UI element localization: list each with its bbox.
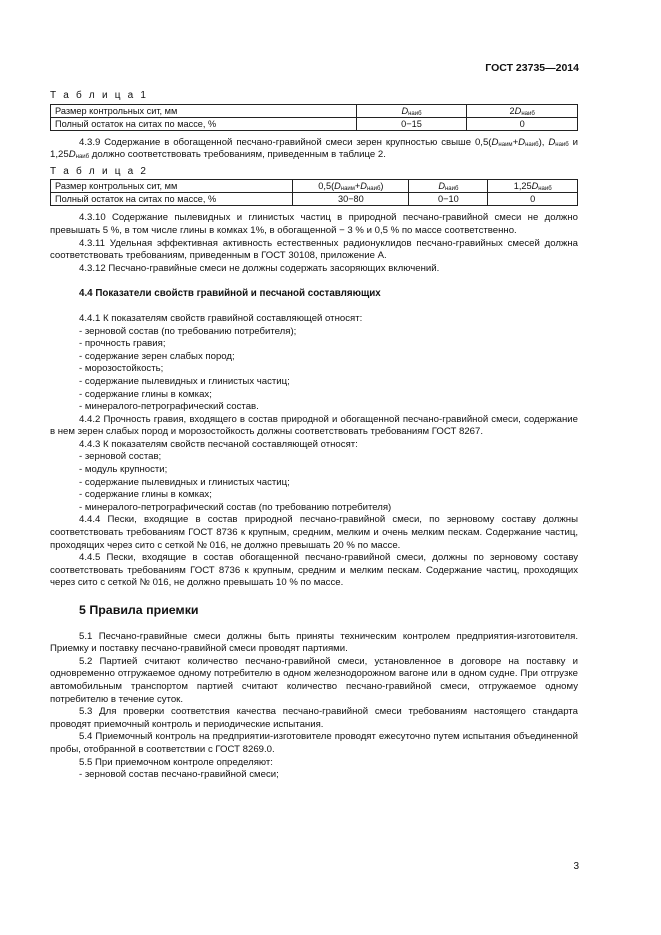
table-cell: $D_{наиб}$ bbox=[409, 180, 488, 193]
paragraph-4-4-2: 4.4.2 Прочность гравия, входящего в состав природной и обогащенной песчано-гравийной смеси, содержание в нем зерен слабых пород и морозостойкость должны соответствовать требованиям ГОСТ 8267. bbox=[50, 413, 578, 438]
table-cell: 0−10 bbox=[409, 193, 488, 206]
list-item: - зерновой состав; bbox=[79, 451, 162, 463]
list-item: - прочность гравия; bbox=[79, 338, 166, 350]
list-4-4-3 bbox=[50, 451, 578, 514]
table-cell: $D_{наиб}$ bbox=[356, 104, 467, 117]
list-item: - содержание зерен слабых пород; bbox=[79, 350, 235, 362]
table-cell: Размер контрольных сит, мм bbox=[51, 104, 357, 117]
paragraph-5-3: 5.3 Для проверки соответствия качества песчано-гравийной смеси требованиям настоящего стандарта проводят приемочный контроль и периодические испытания. bbox=[50, 706, 578, 730]
list-4-4-1 bbox=[50, 326, 578, 414]
paragraph-4-4-5: 4.4.5 Пески, входящие в состав обогащенной песчано-гравийной смеси, должны по зерновому составу соответствовать требованиям ГОСТ 8736 к крупным, средним и мелким пескам. Содержание частиц, проходящих через сито с сеткой № 016, не должно превышать 10 % по массе. bbox=[50, 552, 578, 589]
table-row bbox=[51, 104, 578, 117]
list-item: - содержание глины в комках; bbox=[79, 388, 212, 400]
table-cell: 30−80 bbox=[293, 193, 409, 206]
table-row bbox=[51, 180, 578, 193]
paragraph-4-3-11: 4.3.11 Удельная эффективная активность естественных радионуклидов песчано-гравийных смесей должна соответствовать требованиям, приведенным в ГОСТ 30108, приложение А. bbox=[50, 237, 578, 262]
list-item: - содержание глины в комках; bbox=[79, 489, 212, 501]
table1 bbox=[50, 104, 578, 131]
table-cell: Размер контрольных сит, мм bbox=[51, 180, 293, 193]
paragraph-4-4-1: 4.4.1 К показателям свойств гравийной составляющей относят: bbox=[79, 312, 363, 324]
paragraph-5-4: 5.4 Приемочный контроль на предприятии-изготовителе проводят ежесуточно путем испытания объединенной пробы, отобранной в соответствии с ГОСТ 8269.0. bbox=[50, 731, 578, 755]
list-item: - зерновой состав (по требованию потребителя); bbox=[79, 325, 297, 337]
section-heading-4-4: 4.4 Показатели свойств гравийной и песчаной составляющих bbox=[79, 288, 381, 300]
table-row bbox=[51, 117, 578, 130]
paragraph-4-3-12: 4.3.12 Песчано-гравийные смеси не должны содержать засоряющих включений. bbox=[79, 262, 440, 274]
table2 bbox=[50, 179, 578, 206]
table-cell: 0 bbox=[467, 117, 578, 130]
table-cell: $0,5(D_{наим}+D_{наиб})$ bbox=[293, 180, 409, 193]
table2-caption: Т а б л и ц а 2 bbox=[50, 165, 149, 177]
section-heading-5: 5 Правила приемки bbox=[79, 603, 199, 617]
table-cell: Полный остаток на ситах по массе, % bbox=[51, 193, 293, 206]
table-cell: $1,25D_{наиб}$ bbox=[488, 180, 578, 193]
page-number: 3 bbox=[573, 861, 579, 872]
list-item: - морозостойкость; bbox=[79, 363, 164, 375]
paragraph-4-3-9: 4.3.9 Содержание в обогащенной песчано-гравийной смеси зерен крупностью свыше $0,5(D_{наим}+D_{наиб})$, $D_{наиб}$ и $1,25D_{наиб}$ должно соответствовать требованиям, приведенным в таблице 2. bbox=[50, 136, 578, 161]
table-cell: 0 bbox=[488, 193, 578, 206]
paragraph-4-4-4: 4.4.4 Пески, входящие в состав природной песчано-гравийной смеси, по зерновому составу должны соответствовать требованиям ГОСТ 8736 к крупным, средним, мелким и очень мелким пескам. Содержание частиц, проходящих через сито с сеткой № 016, не должно превышать 20 % по массе. bbox=[50, 514, 578, 551]
list-item: - содержание пылевидных и глинистых частиц; bbox=[79, 375, 290, 387]
table-cell: $2D_{наиб}$ bbox=[467, 104, 578, 117]
list-item: - зерновой состав песчано-гравийной смеси; bbox=[79, 769, 279, 781]
paragraph-5-2: 5.2 Партией считают количество песчано-гравийной смеси, установленное в договоре на поставку и одновременно отгружаемое одному потребителю в одном железнодорожном вагоне или в одном судне. При отгрузке автомобильным транспортом партией считают количество песчано-гравийной смеси, отгружаемое одному потребителю в течение суток. bbox=[50, 655, 578, 705]
table1-caption: Т а б л и ц а 1 bbox=[50, 90, 149, 101]
table-row bbox=[51, 193, 578, 206]
document-body bbox=[50, 86, 578, 782]
list-item: - модуль крупности; bbox=[79, 464, 168, 476]
table-cell: 0−15 bbox=[356, 117, 467, 130]
paragraph-4-4-3: 4.4.3 К показателям свойств песчаной составляющей относят: bbox=[79, 438, 358, 450]
table-cell: Полный остаток на ситах по массе, % bbox=[51, 117, 357, 130]
paragraph-5-1: 5.1 Песчано-гравийные смеси должны быть приняты техническим контролем предприятия-изготовителя. Приемку и поставку песчано-гравийной смеси проводят партиями. bbox=[50, 630, 578, 655]
list-item: - минералого-петрографический состав (по требованию потребителя) bbox=[79, 501, 392, 513]
list-item: - минералого-петрографический состав. bbox=[79, 401, 259, 413]
paragraph-5-5: 5.5 При приемочном контроле определяют: bbox=[79, 756, 273, 768]
list-item: - содержание пылевидных и глинистых частиц; bbox=[79, 476, 290, 488]
paragraph-4-3-10: 4.3.10 Содержание пылевидных и глинистых частиц в природной песчано-гравийной смеси не должно превышать 5 %, в том числе глины в комках 1%, в обогащенной − 3 % и 0,5 % по массе соответственно. bbox=[50, 212, 578, 236]
document-header: ГОСТ 23735—2014 bbox=[485, 62, 579, 74]
